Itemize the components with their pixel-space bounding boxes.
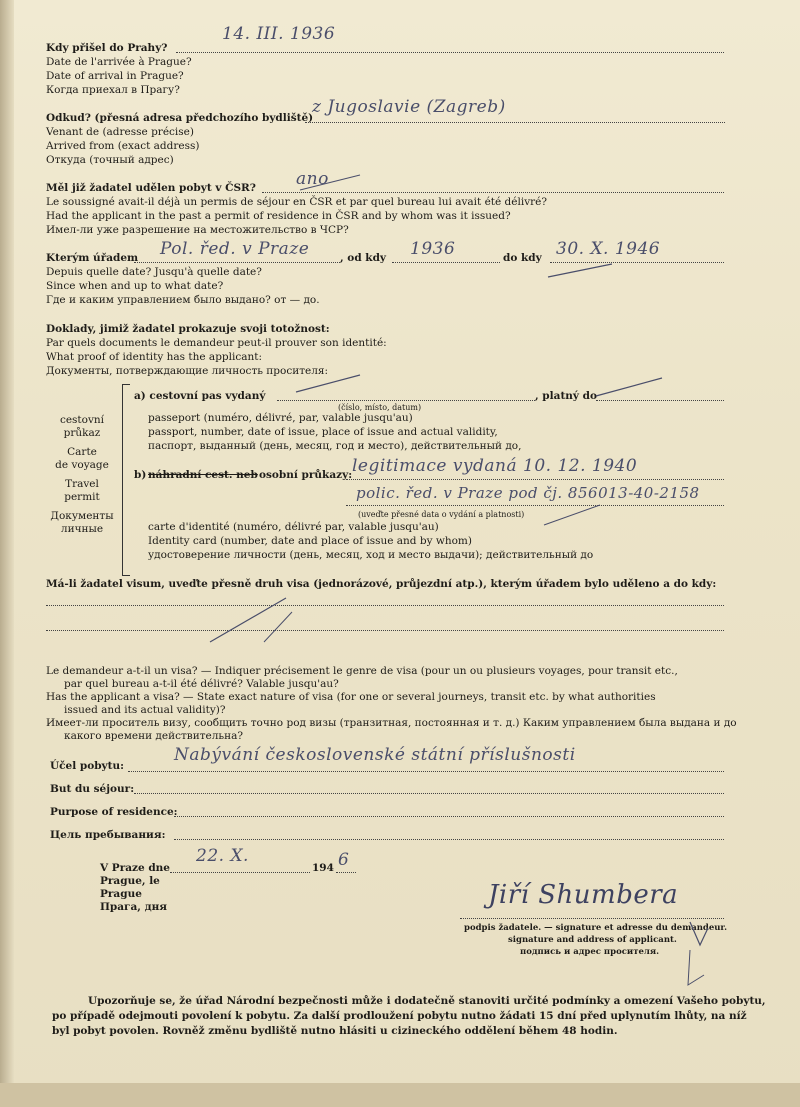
arrival-label-en: Date of arrival in Prague? [46,70,184,82]
signature-caption-ru: подпись и адрес просителя. [520,947,660,957]
signing-label-en: Prague [100,888,142,900]
idcard-struck: náhradní cest. neb [148,469,258,481]
passport-label-en: passport, number, date of issue, place of issue and actual validity, [148,426,498,438]
arrival-label-ru: Когда приехал в Прагу? [46,84,180,96]
permit-label-en: Had the applicant in the past a permit of residence in ČSR and by whom was it issued? [46,210,511,222]
to-date-value: 30. X. 1946 [556,239,661,259]
signing-label-cz: V Praze dne [100,862,170,874]
side-label-cestovni: cestovní [59,414,105,426]
signing-label-ru: Прага, дня [100,901,168,913]
to-date-label: do kdy [503,252,542,264]
visa-label-en2: issued and its actual validity)? [64,704,226,716]
from-date-value: 1936 [410,239,456,259]
permit-value: ano [296,169,329,189]
permit-label-fr: Le soussigné avait-il déjà un permis de séjour en ČSR et par quel bureau lui avait été délivré? [46,196,547,208]
idcard-label-fr: carte d'identité (numéro, délivré par, valable jusqu'au) [148,521,439,533]
purpose-value: Nabývání československé státní příslušnosti [174,745,576,765]
side-label-prukaz: průkaz [63,427,101,439]
passport-label: a) cestovní pas vydaný [134,390,266,402]
signing-year-prefix: 194 [312,862,334,874]
purpose-label-ru: Цель пребывания: [50,829,166,841]
identity-label-fr: Par quels documents le demandeur peut-il prouver son identité: [46,337,387,349]
side-label-travel: Travel [65,478,99,490]
signature-caption-en: signature and address of applicant. [508,935,677,945]
idcard-hint: (uveďte přesné data o vydání a platnosti) [358,510,525,519]
arrival-label-cz: Kdy přišel do Prahy? [46,42,168,54]
visa-label-fr1: Le demandeur a-t-il un visa? — Indiquer précisement le genre de visa (pour un ou plusieurs voyages, pour transit etc., [46,665,678,677]
passport-label-fr: passeport (numéro, délivré, par, valable jusqu'au) [148,412,413,424]
from-date-label: , od kdy [340,252,387,264]
signature-caption-cz: podpis žadatele. — signature et adresse du demandeur. [464,923,728,933]
side-label-permit: permit [64,491,100,503]
period-label-fr: Depuis quelle date? Jusqu'à quelle date? [46,266,262,278]
notice-line3: byl pobyt povolen. Rovněž změnu bydliště nutno hlásiti u cizineckého oddělení během 48 hodin. [52,1025,618,1037]
from-label-cz: Odkud? (přesná adresa předchozího bydliště) [46,112,314,124]
notice-line1: Upozorňuje se, že úřad Národní bezpečnosti může i dodatečně stanoviti určité podmínky a omezení Vašeho pobytu, [88,995,766,1007]
signing-date-value: 22. X. [196,846,249,866]
from-label-fr: Venant de (adresse précise) [46,126,194,138]
visa-label-ru2: какого времени действительна? [64,730,244,742]
period-label-ru: Где и каким управлением было выдано? от — до. [46,294,320,306]
identity-label-cz: Doklady, jimiž žadatel prokazuje svoji totožnost: [46,323,330,335]
idcard-value2: polic. řed. v Praze pod čj. 856013-40-2158 [356,484,700,502]
identity-label-ru: Документы, потверждающие личность просителя: [46,365,329,377]
passport-hint: (číslo, místo, datum) [338,403,422,412]
side-label-lichnye: личные [60,523,104,535]
applicant-signature: Jiří Shumbera [488,880,679,910]
side-label-dokumenty: Документы [50,510,114,522]
visa-label-en1: Has the applicant a visa? — State exact nature of visa (for one or several journeys, transit etc. by what authorities [46,691,656,703]
side-label-carte: Carte [67,446,97,458]
arrival-label-fr: Date de l'arrivée à Prague? [46,56,192,68]
idcard-label-en: Identity card (number, date and place of issue and by whom) [148,535,472,547]
visa-label-fr2: par quel bureau a-t-il été délivré? Valable jusqu'au? [64,678,339,690]
visa-label-cz: Má-li žadatel visum, uveďte přesně druh visa (jednorázové, průjezdní atp.), kterým úřadem bylo uděleno a do kdy: [46,578,717,590]
signing-year-value: 6 [338,850,350,870]
idcard-label: osobní průkazy: [259,469,353,481]
visa-label-ru1: Имеет-ли проситель визу, сообщить точно род визы (транзитная, постоянная и т. д.) Каким управлением была выдана и до [46,717,737,729]
identity-label-en: What proof of identity has the applicant: [46,351,263,363]
idcard-label-ru: удостоверение личности (день, месяц, ход и место выдачи); действительный до [148,549,594,561]
purpose-label-fr: But du séjour: [50,783,135,795]
passport-label-ru: паспорт, выданный (день, месяц, год и место), действительный до, [148,440,522,452]
idcard-prefix: b) [134,469,147,481]
permit-label-ru: Имел-ли уже разрешение на местожительство в ЧСР? [46,224,349,236]
idcard-value1: legitimace vydaná 10. 12. 1940 [352,456,638,476]
side-label-voyage: de voyage [55,459,109,471]
office-label: Kterým úřadem [46,252,139,264]
period-label-en: Since when and up to what date? [46,280,224,292]
from-label-ru: Откуда (точный адрес) [46,154,174,166]
purpose-label-en: Purpose of residence: [50,806,178,818]
notice-line2: po případě odejmouti povolení k pobytu. Za další prodloužení pobytu nutno žádati 15 dní před uplynutím lhůty, na níž [52,1010,747,1022]
signing-label-fr: Prague, le [100,875,160,887]
permit-label-cz: Měl již žadatel udělen pobyt v ČSR? [46,182,256,194]
arrival-value: 14. III. 1936 [222,24,336,44]
from-label-en: Arrived from (exact address) [46,140,200,152]
office-value: Pol. řed. v Praze [160,239,310,259]
from-value: z Jugoslavie (Zagreb) [312,97,506,117]
purpose-label-cz: Účel pobytu: [50,760,125,772]
passport-valid-label: , platný do [535,390,598,402]
